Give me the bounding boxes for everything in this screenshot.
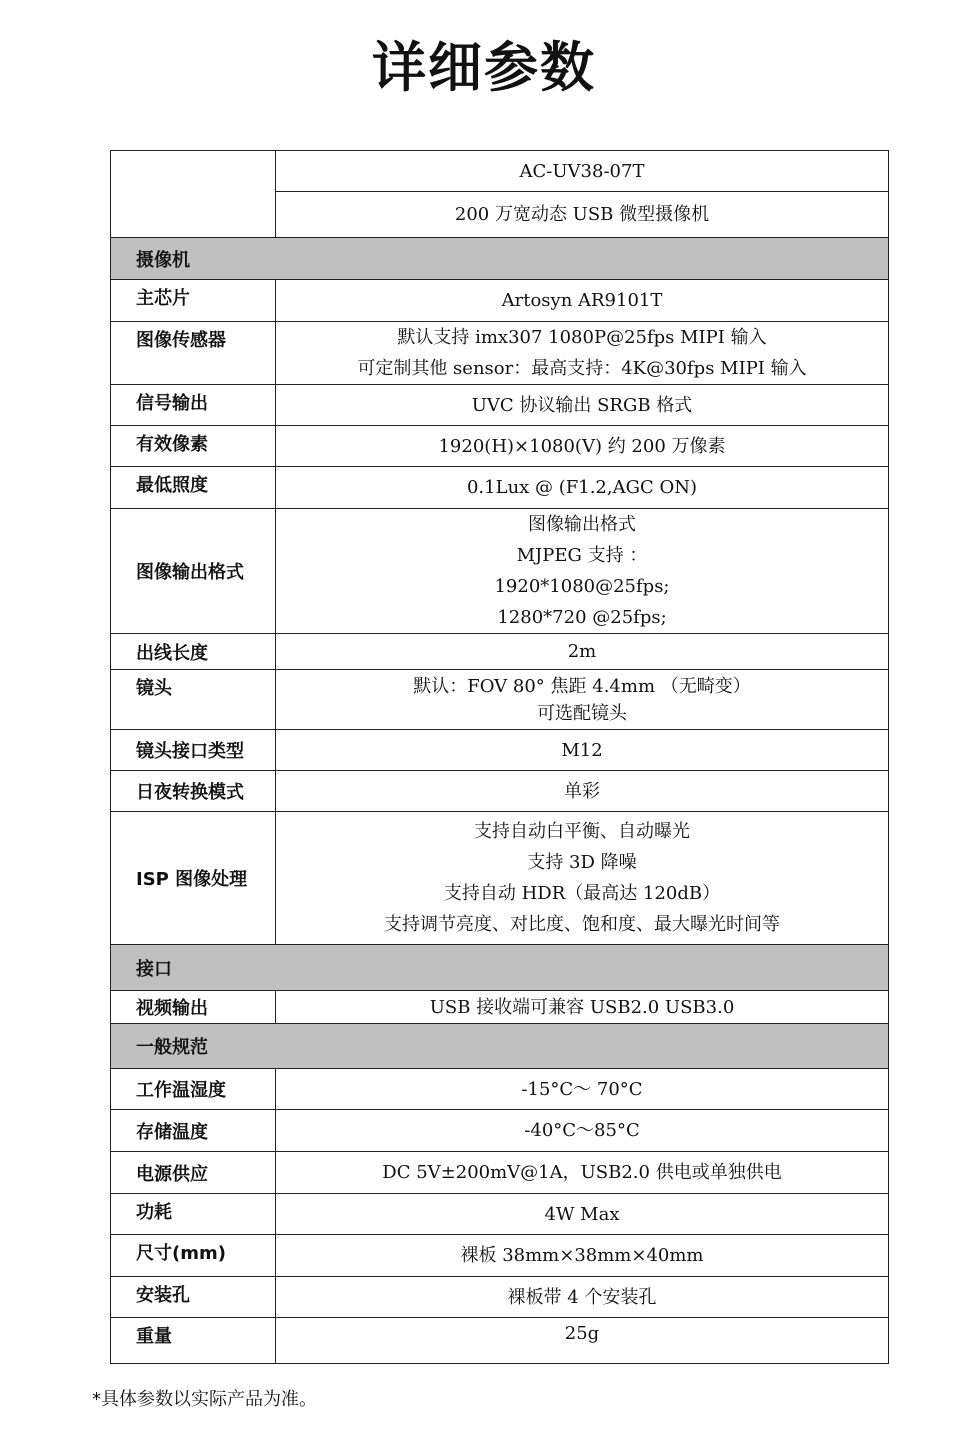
value-line: 可选配镜头 bbox=[537, 702, 627, 724]
value-line: 2m bbox=[567, 641, 597, 662]
value-line: 支持 3D 降噪 bbox=[527, 852, 637, 873]
value-line: -40°C～85°C bbox=[524, 1120, 640, 1141]
page-title: 详细参数 bbox=[372, 36, 596, 99]
value-line: 4W Max bbox=[544, 1203, 620, 1225]
table-row bbox=[111, 812, 889, 945]
value-line: USB 接收端可兼容 USB2.0 USB3.0 bbox=[429, 996, 735, 1018]
row-value bbox=[276, 467, 889, 509]
table-row bbox=[111, 1277, 889, 1318]
row-label: 信号输出 bbox=[111, 385, 276, 426]
value-line: 1280*720 @25fps; bbox=[497, 607, 667, 628]
row-value bbox=[276, 771, 889, 812]
table-row bbox=[111, 1110, 889, 1152]
value-line: 图像输出格式 bbox=[528, 514, 636, 535]
table-row bbox=[111, 151, 889, 192]
header-blank-cell bbox=[111, 151, 276, 238]
row-label: 主芯片 bbox=[111, 280, 276, 322]
row-value bbox=[276, 730, 889, 771]
row-label: 功耗 bbox=[111, 1194, 276, 1235]
row-value bbox=[276, 426, 889, 467]
row-value bbox=[276, 385, 889, 426]
value-line: 默认支持 imx307 1080P@25fps MIPI 输入 bbox=[397, 327, 767, 348]
row-label: 工作温湿度 bbox=[111, 1069, 276, 1110]
product-name-cell bbox=[276, 192, 889, 238]
value-line: -15°C～ 70°C bbox=[521, 1078, 643, 1100]
table-row bbox=[111, 991, 889, 1024]
value-line: 25g bbox=[564, 1323, 600, 1344]
table-row bbox=[111, 670, 889, 730]
table-row bbox=[111, 730, 889, 771]
table-row bbox=[111, 280, 889, 322]
row-label: 最低照度 bbox=[111, 467, 276, 509]
value-line: 支持自动白平衡、自动曝光 bbox=[474, 821, 690, 842]
section-title: 一般规范 bbox=[111, 1024, 889, 1069]
model-number: AC-UV38-07T bbox=[519, 160, 645, 182]
value-line: 裸板带 4 个安装孔 bbox=[507, 1286, 657, 1308]
row-label: 尺寸(mm) bbox=[111, 1235, 276, 1277]
table-row bbox=[111, 1152, 889, 1194]
table-row bbox=[111, 1318, 889, 1364]
row-value bbox=[276, 670, 889, 730]
table-row bbox=[111, 385, 889, 426]
value-line: 默认：FOV 80° 焦距 4.4mm （无畸变） bbox=[413, 675, 751, 697]
row-label: 图像传感器 bbox=[111, 322, 276, 385]
row-value bbox=[276, 280, 889, 322]
row-value bbox=[276, 1152, 889, 1194]
row-value bbox=[276, 991, 889, 1024]
value-line: UVC 协议输出 SRGB 格式 bbox=[471, 394, 693, 416]
value-line: 0.1Lux @ (F1.2,AGC ON) bbox=[466, 477, 698, 498]
spec-table bbox=[110, 150, 889, 1364]
section-title: 摄像机 bbox=[111, 238, 889, 280]
value-line: MJPEG 支持 ： bbox=[516, 545, 648, 566]
value-line: 支持自动 HDR（最高达 120dB） bbox=[443, 883, 721, 904]
row-value bbox=[276, 1194, 889, 1235]
row-value bbox=[276, 1235, 889, 1277]
row-label: 日夜转换模式 bbox=[111, 771, 276, 812]
table-row bbox=[111, 1235, 889, 1277]
row-label: 出线长度 bbox=[111, 634, 276, 670]
value-line: 1920*1080@25fps; bbox=[494, 576, 670, 597]
row-label: ISP 图像处理 bbox=[111, 812, 276, 945]
row-label: 电源供应 bbox=[111, 1152, 276, 1194]
footnote: *具体参数以实际产品为准。 bbox=[92, 1389, 317, 1410]
table-row bbox=[111, 1194, 889, 1235]
row-label: 图像输出格式 bbox=[111, 509, 276, 634]
model-cell bbox=[276, 151, 889, 192]
row-value bbox=[276, 322, 889, 385]
value-line: 裸板 38mm×38mm×40mm bbox=[460, 1245, 704, 1266]
row-value bbox=[276, 1277, 889, 1318]
table-row bbox=[111, 771, 889, 812]
value-line: 单彩 bbox=[564, 780, 600, 802]
row-label: 镜头接口类型 bbox=[111, 730, 276, 771]
value-line: Artosyn AR9101T bbox=[501, 290, 663, 311]
row-label: 存储温度 bbox=[111, 1110, 276, 1152]
row-value bbox=[276, 1318, 889, 1364]
value-line: M12 bbox=[561, 739, 603, 761]
value-line: 1920(H)×1080(V) 约 200 万像素 bbox=[438, 435, 726, 457]
row-value bbox=[276, 1110, 889, 1152]
table-row bbox=[111, 426, 889, 467]
section-row-camera bbox=[111, 238, 889, 280]
section-title: 接口 bbox=[111, 945, 889, 991]
table-row bbox=[111, 634, 889, 670]
value-line: DC 5V±200mV@1A，USB2.0 供电或单独供电 bbox=[382, 1162, 782, 1183]
table-row bbox=[111, 467, 889, 509]
row-label: 重量 bbox=[111, 1318, 276, 1364]
row-label: 有效像素 bbox=[111, 426, 276, 467]
row-value bbox=[276, 812, 889, 945]
table-row bbox=[111, 322, 889, 385]
section-row-interface bbox=[111, 945, 889, 991]
row-value bbox=[276, 1069, 889, 1110]
value-line: 支持调节亮度、对比度、饱和度、最大曝光时间等 bbox=[384, 914, 780, 935]
row-label: 安装孔 bbox=[111, 1277, 276, 1318]
row-value bbox=[276, 509, 889, 634]
table-row bbox=[111, 509, 889, 634]
table-row bbox=[111, 1069, 889, 1110]
product-name: 200 万宽动态 USB 微型摄像机 bbox=[454, 204, 710, 225]
row-label: 视频输出 bbox=[111, 991, 276, 1024]
section-row-general bbox=[111, 1024, 889, 1069]
row-value bbox=[276, 634, 889, 670]
value-line: 可定制其他 sensor：最高支持：4K@30fps MIPI 输入 bbox=[357, 358, 807, 379]
row-label: 镜头 bbox=[111, 670, 276, 730]
